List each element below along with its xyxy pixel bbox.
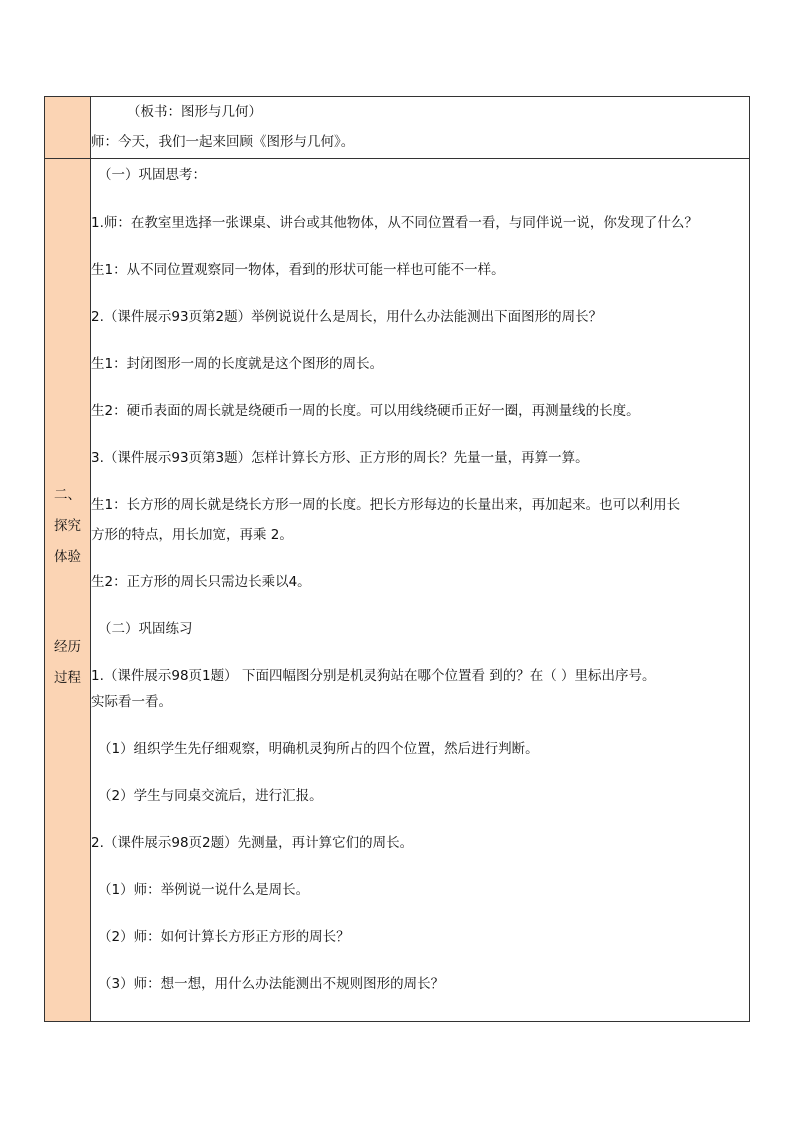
table-row: [45, 97, 750, 159]
section1-title: （一）巩固思考：: [98, 167, 206, 183]
lesson-plan-table: [44, 96, 750, 1022]
answer-1-1: 生1：从不同位置观察同一物体，看到的形状可能一样也可能不一样。: [91, 262, 505, 278]
side-label-cell: [45, 159, 91, 1022]
question-3: 3.（课件展示93页第3题）怎样计算长方形、正方形的周长？先量一量，再算一算。: [91, 450, 589, 466]
practice-2: 2.（课件展示98页2题）先测量，再计算它们的周长。: [91, 835, 414, 851]
answer-3-1-line2: 方形的特点，用长加宽，再乘 2。: [91, 527, 293, 543]
practice-1-line1: 1.（课件展示98页1题） 下面四幅图分别是机灵狗站在哪个位置看 到的？在（ ）里标出序号。: [91, 668, 656, 684]
practice-1-line2: 实际看一看。: [91, 694, 172, 710]
side-label-line: 探究: [54, 518, 81, 534]
content-cell: [91, 159, 750, 1022]
question-1: 1.师：在教室里选择一张课桌、讲台或其他物体，从不同位置看一看，与同伴说一说，你发现了什么？: [91, 215, 698, 231]
answer-3-2: 生2：正方形的周长只需边长乘以4。: [91, 574, 311, 590]
answer-3-1-line1: 生1：长方形的周长就是绕长方形一周的长度。把长方形每边的长量出来，再加起来。也可以利用长: [91, 497, 681, 513]
practice-2-step-1: （1）师：举例说一说什么是周长。: [98, 882, 310, 898]
side-label-top: [45, 480, 90, 573]
side-label-line: 过程: [54, 670, 81, 686]
practice-1-step-1: （1）组织学生先仔细观察，明确机灵狗所占的四个位置，然后进行判断。: [98, 741, 539, 757]
practice-1-step-2: （2）学生与同桌交流后，进行汇报。: [98, 788, 323, 804]
side-label-line: 二、: [54, 487, 81, 503]
section2-title: （二）巩固练习: [98, 621, 193, 637]
content-cell: [91, 97, 750, 159]
answer-2-2: 生2：硬币表面的周长就是绕硬币一周的长度。可以用线绕硬币正好一圈，再测量线的长度。: [91, 403, 640, 419]
table-row: [45, 159, 750, 1022]
question-2: 2.（课件展示93页第2题）举例说说什么是周长，用什么办法能测出下面图形的周长？: [91, 309, 603, 325]
side-label-line: 经历: [54, 639, 81, 655]
side-label-cell: [45, 97, 91, 159]
side-label-line: 体验: [54, 549, 81, 565]
board-note: （板书：图形与几何）: [127, 104, 262, 120]
side-label-bottom: [45, 632, 90, 694]
answer-2-1: 生1：封闭图形一周的长度就是这个图形的周长。: [91, 356, 384, 372]
teacher-intro: 师：今天，我们一起来回顾《图形与几何》。: [91, 134, 355, 150]
practice-2-step-2: （2）师：如何计算长方形正方形的周长？: [98, 929, 350, 945]
practice-2-step-3: （3）师：想一想，用什么办法能测出不规则图形的周长？: [98, 976, 445, 992]
